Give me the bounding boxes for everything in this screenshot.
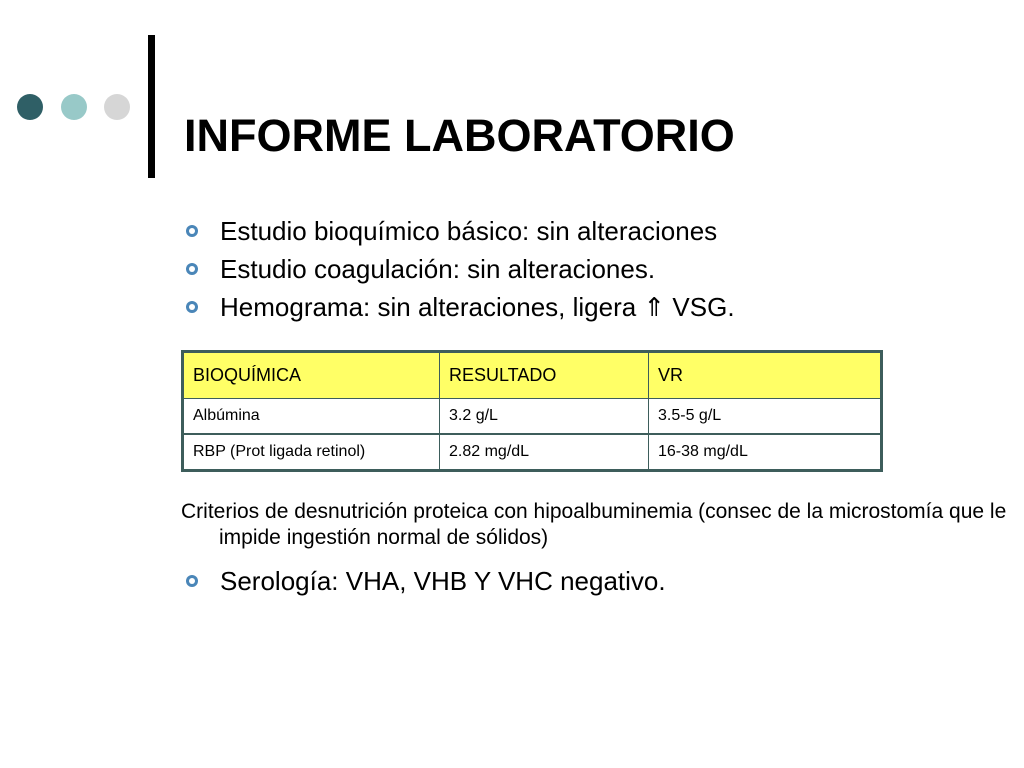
bullet-item — [182, 562, 666, 600]
decorative-dot-teal — [61, 94, 87, 120]
bullet-item — [182, 288, 735, 326]
decorative-dot-gray — [104, 94, 130, 120]
table-cell: RBP (Prot ligada retinol) — [183, 434, 440, 471]
header-cell: VR — [649, 352, 882, 399]
ring-bullet-icon — [186, 225, 198, 237]
title-divider — [148, 35, 155, 178]
ring-bullet-icon — [186, 263, 198, 275]
bullet-list-final — [182, 562, 666, 600]
header-cell: RESULTADO — [440, 352, 649, 399]
table-row — [183, 399, 882, 435]
bullet-text: Hemograma: sin alteraciones, ligera ⇑ VSG. — [220, 292, 735, 322]
decorative-dot-dark — [17, 94, 43, 120]
bullet-text: Estudio bioquímico básico: sin alteraciones — [220, 216, 718, 246]
header-cell: BIOQUÍMICA — [183, 352, 440, 399]
table-row — [183, 434, 882, 471]
bullet-text: Serología: VHA, VHB Y VHC negativo. — [220, 566, 666, 596]
bullet-list — [182, 212, 735, 326]
slide-title: INFORME LABORATORIO — [184, 110, 735, 162]
table-cell: 3.2 g/L — [440, 399, 649, 435]
bullet-item — [182, 212, 735, 250]
table-cell: 2.82 mg/dL — [440, 434, 649, 471]
table-cell: 3.5-5 g/L — [649, 399, 882, 435]
table-cell: 16-38 mg/dL — [649, 434, 882, 471]
table-header-row — [183, 352, 882, 399]
bullet-item — [182, 250, 735, 288]
ring-bullet-icon — [186, 575, 198, 587]
bullet-text: Estudio coagulación: sin alteraciones. — [220, 254, 656, 284]
ring-bullet-icon — [186, 301, 198, 313]
table-cell: Albúmina — [183, 399, 440, 435]
lab-results-table — [181, 350, 883, 472]
malnutrition-note: Criterios de desnutrición proteica con hipoalbuminemia (consec de la microstomía que le impide ingestión normal de sólidos) — [181, 500, 1007, 549]
